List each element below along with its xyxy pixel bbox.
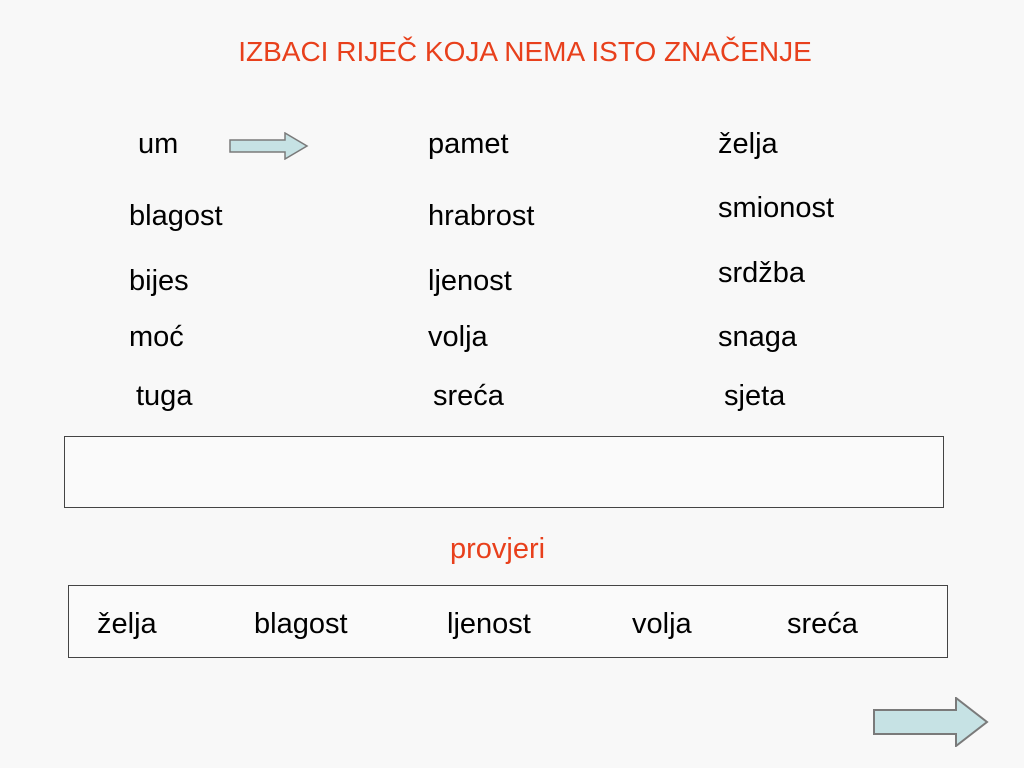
word-moc[interactable]: moć [129,321,184,353]
word-um[interactable]: um [138,128,179,160]
slide-title: IZBACI RIJEČ KOJA NEMA ISTO ZNAČENJE [238,36,812,67]
answer-box[interactable] [64,436,944,508]
word-sreca[interactable]: sreća [433,380,504,412]
word-bijes[interactable]: bijes [129,265,189,297]
word-zelja[interactable]: želja [718,128,778,160]
word-hrabrost[interactable]: hrabrost [428,200,535,232]
next-slide-arrow-icon[interactable] [872,697,990,747]
word-volja[interactable]: volja [428,321,488,353]
check-button[interactable]: provjeri [450,533,546,565]
solution-word: želja [97,608,157,640]
word-srdzba[interactable]: srdžba [718,257,806,289]
word-tuga[interactable]: tuga [136,380,193,412]
word-pamet[interactable]: pamet [428,128,509,160]
solution-word: volja [632,608,692,640]
word-snaga[interactable]: snaga [718,321,798,353]
word-sjeta[interactable]: sjeta [724,380,786,412]
word-blagost[interactable]: blagost [129,200,223,232]
solution-word: blagost [254,608,348,640]
word-ljenost[interactable]: ljenost [428,265,512,297]
word-smionost[interactable]: smionost [718,192,835,224]
solution-word: sreća [787,608,858,640]
solution-word: ljenost [447,608,531,640]
right-arrow-icon[interactable] [229,132,309,160]
